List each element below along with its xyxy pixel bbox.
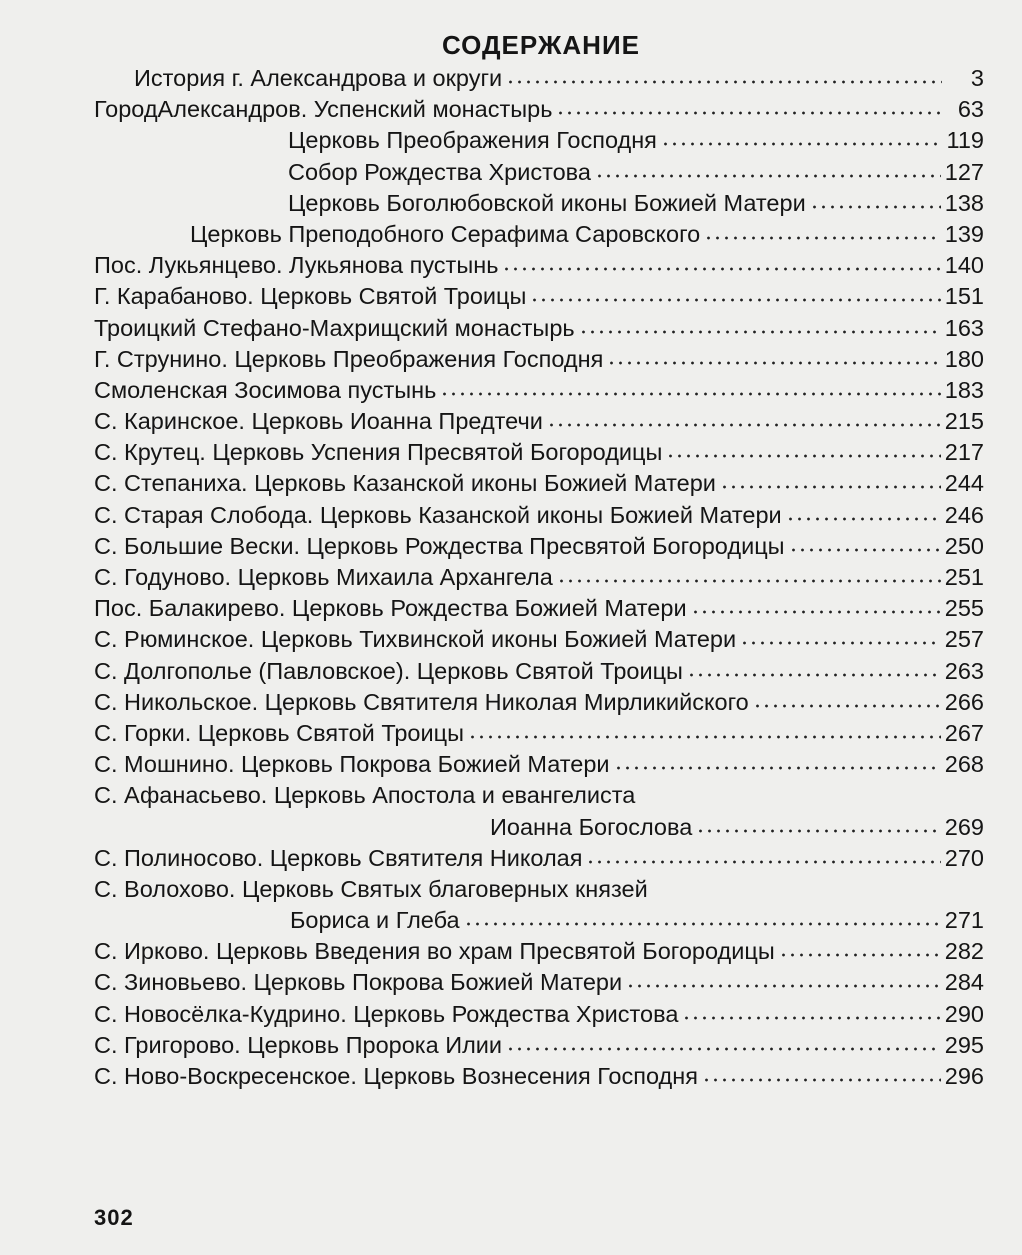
toc-entry-page: 295 bbox=[944, 1031, 984, 1058]
toc-entry-title: С. Каринское. Церковь Иоанна Предтечи bbox=[94, 408, 543, 435]
toc-entry-title: С. Степаниха. Церковь Казанской иконы Божией Матери bbox=[94, 470, 716, 497]
toc-entry-title: Церковь Преображения Господня bbox=[288, 127, 657, 154]
toc-entry-page: 127 bbox=[944, 158, 984, 185]
toc-entry bbox=[94, 809, 984, 840]
toc-entry bbox=[94, 341, 984, 372]
dot-leader bbox=[614, 746, 941, 772]
toc-entry bbox=[94, 528, 984, 559]
toc-entry-page: 246 bbox=[944, 501, 984, 528]
dot-leader bbox=[740, 621, 941, 647]
toc-entry-title: С. Годуново. Церковь Михаила Архангела bbox=[94, 564, 553, 590]
toc-entry-title: С. Ирково. Церковь Введения во храм Пресвятой Богородицы bbox=[94, 938, 775, 965]
dot-leader bbox=[704, 216, 941, 242]
toc-entry bbox=[94, 933, 984, 964]
dot-leader bbox=[666, 434, 940, 460]
toc-entry bbox=[94, 465, 984, 496]
toc-entry bbox=[94, 777, 984, 808]
dot-leader bbox=[579, 310, 941, 336]
toc-entry bbox=[94, 497, 984, 528]
dot-leader bbox=[753, 684, 941, 710]
toc-heading: СОДЕРЖАНИЕ bbox=[442, 30, 640, 60]
dot-leader bbox=[687, 653, 941, 679]
dot-leader bbox=[652, 871, 942, 897]
toc-entry-page: 3 bbox=[970, 65, 984, 91]
toc-entry bbox=[94, 902, 984, 933]
toc-entry bbox=[94, 653, 984, 684]
toc-entry-page: 284 bbox=[944, 969, 984, 996]
toc-entry bbox=[94, 154, 984, 185]
toc-entry-page: 269 bbox=[944, 813, 984, 840]
dot-leader bbox=[789, 528, 941, 554]
dot-leader bbox=[530, 278, 940, 304]
toc-entry-page: 244 bbox=[944, 470, 984, 497]
toc-entry-title: Церковь Преподобного Серафима Саровского bbox=[190, 220, 701, 247]
toc-entry bbox=[94, 996, 984, 1027]
dot-leader bbox=[607, 341, 940, 367]
toc-entry-title: С. Крутец. Церковь Успения Пресвятой Богородицы bbox=[94, 439, 663, 466]
toc-entry-page: 215 bbox=[944, 408, 984, 435]
dot-leader bbox=[786, 497, 941, 523]
toc-entry bbox=[94, 559, 984, 590]
toc-entry-title: С. Полиносово. Церковь Святителя Николая bbox=[94, 844, 583, 871]
toc-entry bbox=[94, 372, 984, 403]
toc-entry-page: 267 bbox=[944, 719, 984, 746]
dot-leader bbox=[661, 122, 942, 148]
toc-entry-page: 151 bbox=[944, 283, 984, 310]
toc-entry-title: С. Долгополье (Павловское). Церковь Святой Троицы bbox=[94, 657, 683, 684]
toc-entry bbox=[94, 278, 984, 309]
toc-entry-page: 296 bbox=[944, 1063, 984, 1089]
dot-leader bbox=[506, 1027, 941, 1053]
toc-entry-page: 263 bbox=[944, 657, 984, 684]
toc-entry bbox=[94, 310, 984, 341]
dot-leader bbox=[810, 185, 941, 211]
toc-entry-page: 139 bbox=[944, 220, 984, 247]
page-number: 302 bbox=[94, 1205, 134, 1230]
toc-entry bbox=[94, 122, 984, 153]
toc-entry-title: Г. Карабаново. Церковь Святой Троицы bbox=[94, 283, 527, 310]
toc-entry-title: Г. Струнино. Церковь Преображения Господня bbox=[94, 345, 604, 372]
toc-entry-page: 140 bbox=[944, 252, 984, 279]
dot-leader bbox=[547, 403, 941, 429]
dot-leader bbox=[595, 154, 941, 180]
toc-entry-page: 250 bbox=[944, 532, 984, 559]
toc-entry-title: С. Горки. Церковь Святой Троицы bbox=[94, 719, 464, 746]
toc-entry bbox=[94, 91, 984, 122]
dot-leader bbox=[586, 840, 940, 866]
toc-entry bbox=[94, 684, 984, 715]
toc-entry bbox=[94, 621, 984, 652]
toc-entry bbox=[94, 185, 984, 216]
dot-leader bbox=[502, 247, 940, 273]
toc-entry-title: С. Григорово. Церковь Пророка Илии bbox=[94, 1031, 503, 1058]
toc-entry-page: 257 bbox=[944, 626, 984, 653]
dot-leader bbox=[779, 933, 941, 959]
toc-entry-page: 217 bbox=[944, 439, 984, 466]
toc-entry-title: ГородАлександров. Успенский монастырь bbox=[94, 96, 553, 123]
toc-entry-title: С. Афанасьево. Церковь Апостола и евангелиста bbox=[94, 782, 636, 809]
dot-leader bbox=[506, 60, 942, 86]
toc-entry bbox=[94, 746, 984, 777]
toc-entry-page: 251 bbox=[944, 564, 984, 590]
dot-leader bbox=[556, 91, 942, 117]
dot-leader bbox=[682, 996, 940, 1022]
dot-leader bbox=[440, 372, 940, 398]
toc-entry-title: Иоанна Богослова bbox=[490, 813, 693, 840]
dot-leader bbox=[626, 964, 941, 990]
toc-entry-title: С. Волохово. Церковь Святых благоверных князей bbox=[94, 875, 648, 902]
toc-entry-page: 119 bbox=[946, 127, 984, 154]
toc-entry-title: Бориса и Глеба bbox=[290, 907, 460, 934]
toc-entry bbox=[94, 1027, 984, 1058]
dot-leader bbox=[468, 715, 941, 741]
toc-entry-title: Церковь Боголюбовской иконы Божией Матери bbox=[288, 189, 806, 216]
table-of-contents bbox=[94, 60, 984, 1089]
toc-entry-page: 63 bbox=[957, 96, 984, 123]
dot-leader bbox=[464, 902, 941, 928]
toc-entry-title: Смоленская Зосимова пустынь bbox=[94, 376, 437, 403]
toc-entry-title: С. Ново-Воскресенское. Церковь Вознесения Господня bbox=[94, 1063, 698, 1089]
toc-entry bbox=[94, 403, 984, 434]
toc-entry bbox=[94, 871, 984, 902]
toc-entry-page: 183 bbox=[944, 376, 984, 403]
dot-leader bbox=[720, 465, 941, 491]
toc-entry-title: С. Никольское. Церковь Святителя Николая Мирликийского bbox=[94, 688, 749, 715]
toc-entry bbox=[94, 1058, 984, 1089]
toc-entry-title: Пос. Лукьянцево. Лукьянова пустынь bbox=[94, 252, 499, 279]
toc-entry-page: 271 bbox=[944, 907, 984, 934]
toc-entry-page: 266 bbox=[944, 688, 984, 715]
toc-entry-page: 270 bbox=[944, 844, 984, 871]
toc-entry-page: 255 bbox=[944, 595, 984, 622]
toc-entry-page: 163 bbox=[944, 314, 984, 341]
toc-entry-page: 290 bbox=[944, 1000, 984, 1027]
toc-entry-page: 268 bbox=[944, 751, 984, 778]
toc-entry-title: С. Старая Слобода. Церковь Казанской иконы Божией Матери bbox=[94, 501, 782, 528]
toc-entry-title: С. Большие Вески. Церковь Рождества Пресвятой Богородицы bbox=[94, 532, 785, 559]
toc-entry bbox=[94, 840, 984, 871]
toc-entry-page: 180 bbox=[944, 345, 984, 372]
toc-entry-title: С. Новосёлка-Кудрино. Церковь Рождества Христова bbox=[94, 1000, 679, 1027]
dot-leader bbox=[691, 590, 941, 616]
dot-leader bbox=[696, 809, 940, 835]
toc-entry bbox=[94, 715, 984, 746]
toc-entry-title: Собор Рождества Христова bbox=[288, 158, 591, 185]
dot-leader bbox=[639, 777, 942, 803]
dot-leader bbox=[702, 1058, 941, 1084]
toc-entry bbox=[94, 216, 984, 247]
toc-entry bbox=[94, 434, 984, 465]
toc-entry-page: 138 bbox=[944, 189, 984, 216]
toc-entry bbox=[94, 247, 984, 278]
toc-entry-title: Пос. Балакирево. Церковь Рождества Божией Матери bbox=[94, 595, 687, 622]
toc-entry bbox=[94, 60, 984, 91]
toc-entry-title: С. Мошнино. Церковь Покрова Божией Матери bbox=[94, 751, 610, 778]
toc-entry bbox=[94, 590, 984, 621]
toc-entry-page: 282 bbox=[944, 938, 984, 965]
toc-entry bbox=[94, 964, 984, 995]
toc-entry-title: Троицкий Стефано-Махрищский монастырь bbox=[94, 314, 575, 341]
dot-leader bbox=[557, 559, 941, 585]
toc-entry-title: С. Зиновьево. Церковь Покрова Божией Матери bbox=[94, 969, 623, 996]
toc-entry-title: История г. Александрова и округи bbox=[134, 65, 503, 91]
toc-entry-title: С. Рюминское. Церковь Тихвинской иконы Божией Матери bbox=[94, 626, 737, 653]
